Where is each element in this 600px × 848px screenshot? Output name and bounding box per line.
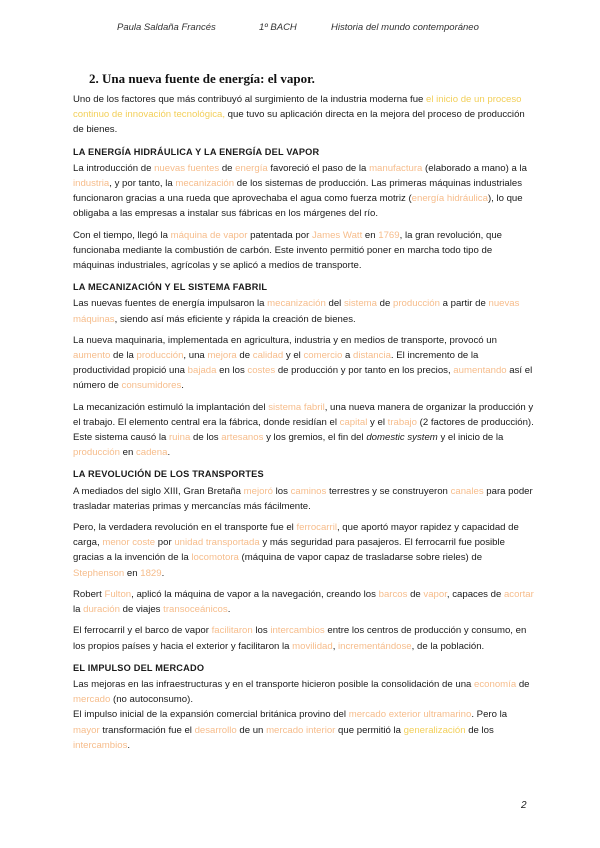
highlighted-term: artesanos [221, 432, 264, 444]
header-subject: Historia del mundo contemporáneo [331, 22, 479, 33]
text-run: LA REVOLUCIÓN DE LOS TRANSPORTES [73, 469, 264, 480]
section-heading [73, 661, 535, 676]
highlighted-term: comercio [303, 350, 343, 362]
page-header [0, 22, 600, 36]
highlighted-term: sistema fabril [268, 401, 325, 413]
text-run: de un [236, 724, 267, 736]
highlighted-term: intercambios [73, 739, 128, 751]
highlighted-term: 1769 [378, 229, 400, 241]
text-run: entre los centros de producción y consumo, en los propios países y hacia el exterior y facilitaron la [73, 625, 527, 652]
text-run: que permitió la [335, 724, 404, 736]
italic-term: domestic system [366, 432, 438, 444]
paragraph [73, 484, 535, 514]
highlighted-term: producción [393, 298, 440, 310]
text-run: de la [110, 350, 137, 362]
highlighted-term: 1829 [140, 567, 162, 579]
highlighted-term: ruina [168, 432, 191, 444]
highlighted-term: movilidad [292, 640, 333, 652]
text-run: Las nuevas fuentes de energía impulsaron la [73, 298, 268, 310]
highlighted-term: locomotora [191, 552, 239, 564]
highlighted-term: menor coste [102, 537, 156, 549]
text-run: La introducción de [73, 162, 155, 174]
text-run: y los gremios, el fin del [263, 432, 367, 444]
paragraph [73, 296, 535, 326]
text-run: y más seguridad para pasajeros. El ferrocarril fue posible gracias a la invención de la [73, 537, 505, 564]
text-run: para poder trasladar materias primas y mercancías más fácilmente. [73, 485, 533, 512]
highlighted-term: consumidores [121, 380, 182, 392]
highlighted-term: Fulton [104, 588, 132, 600]
paragraph [73, 333, 535, 394]
highlighted-term: ferrocarril [296, 522, 337, 534]
text-run: favoreció el paso de la [267, 162, 370, 174]
text-run: que tuvo su aplicación directa en la mejora del proceso de producción de bienes. [73, 109, 525, 136]
text-run: (máquina de vapor capaz de trasladarse sobre rieles) de [238, 552, 483, 564]
text-run: en [119, 447, 136, 459]
highlighted-term: mercado exterior ultramarino [348, 709, 472, 721]
text-run: de [516, 678, 530, 690]
text-run: , de la población. [411, 640, 485, 652]
text-run: , aplicó la máquina de vapor a la navegación, creando los [131, 588, 379, 600]
section-heading [73, 467, 535, 482]
text-run: , capaces de [446, 588, 504, 600]
section-heading [73, 280, 535, 295]
highlighted-term: intercambios [270, 625, 325, 637]
text-run: y el [283, 350, 304, 362]
highlighted-term: mecanización [175, 178, 235, 190]
highlighted-term: producción [136, 350, 184, 362]
text-run: de producción y por tanto en los precios, [275, 365, 454, 377]
text-run: de [219, 162, 236, 174]
text-run: , y por tanto, la [109, 178, 176, 190]
highlighted-term: vapor [423, 588, 447, 600]
paragraph [73, 623, 535, 653]
text-run: Las mejoras en las infraestructuras y en el transporte hicieron posible la consolidación de una [73, 678, 475, 690]
highlighted-term: el inicio de un proceso continuo de innovación tecnológica, [73, 94, 522, 121]
text-run: así el número de [73, 365, 533, 392]
text-run: en [362, 229, 379, 241]
text-run: A mediados del siglo XIII, Gran Bretaña [73, 485, 244, 497]
text-run: (no autoconsumo). [110, 694, 193, 706]
text-run: (2 factores de producción). Este sistema causó la [73, 416, 534, 444]
highlighted-term: desarrollo [194, 724, 237, 736]
highlighted-term: generalización [403, 724, 466, 736]
highlighted-term: manufactura [369, 162, 423, 174]
highlighted-term: nuevas fuentes [154, 162, 220, 174]
highlighted-term: industria [73, 178, 110, 190]
highlighted-term: mejora [207, 350, 237, 362]
section-title: 2. Una nueva fuente de energía: el vapor. [89, 71, 315, 86]
paragraph [73, 587, 535, 617]
highlighted-term: cadena [135, 447, 168, 459]
text-run: de [407, 588, 424, 600]
text-run: , que aportó mayor rapidez y capacidad de carga, [73, 522, 519, 549]
text-run: de los [190, 432, 222, 444]
text-run: Uno de los factores que más contribuyó al surgimiento de la industria moderna fue [73, 94, 427, 105]
text-run: . El incremento de la productividad propició una [73, 350, 479, 377]
highlighted-term: energía [235, 162, 268, 174]
text-run: y el inicio de la [437, 432, 504, 444]
text-run: a partir de [439, 298, 489, 310]
text-run: . [167, 447, 171, 459]
highlighted-term: mecanización [267, 298, 326, 310]
highlighted-term: Stephenson [73, 567, 125, 579]
text-run: transformación fue el [99, 724, 195, 736]
highlighted-term: producción [73, 447, 120, 459]
text-run: La mecanización estimuló la implantación del [73, 401, 269, 413]
highlighted-term: bajada [187, 365, 217, 377]
text-run: , una [183, 350, 208, 362]
text-run: de [377, 298, 394, 310]
highlighted-term: incrementándose [338, 640, 412, 652]
text-run: Robert [73, 588, 105, 600]
highlighted-term: costes [247, 365, 276, 377]
text-run: . [161, 567, 165, 579]
header-author: Paula Saldaña Francés [117, 22, 216, 33]
highlighted-term: unidad transportada [174, 537, 260, 549]
text-run: El ferrocarril y el barco de vapor [73, 625, 212, 637]
highlighted-term: sistema [343, 298, 378, 310]
highlighted-term: duración [83, 604, 120, 616]
text-run: , siendo así más eficiente y rápida la creación de bienes. [114, 313, 356, 325]
text-run: patentada por [247, 229, 312, 241]
highlighted-term: capital [339, 416, 368, 428]
highlighted-term: calidad [252, 350, 284, 362]
highlighted-term: economía [474, 678, 517, 690]
text-run: a [342, 350, 354, 362]
highlighted-term: nuevas máquinas [73, 298, 520, 325]
text-run: . [127, 739, 131, 751]
text-run: , una nueva manera de organizar la producción y el trabajo. El elemento central era la fábrica, donde residían el [73, 401, 534, 428]
text-run: en los [216, 365, 248, 377]
text-run: la [73, 604, 84, 616]
text-run: del [325, 298, 344, 310]
text-run: en [124, 567, 141, 579]
text-run: LA ENERGÍA HIDRÁULICA Y LA ENERGÍA DEL VAPOR [73, 146, 320, 157]
highlighted-term: barcos [378, 588, 408, 600]
paragraph [73, 400, 535, 461]
highlighted-term: distancia [353, 350, 391, 362]
text-run: y el [367, 416, 388, 428]
text-run: . Pero la [471, 709, 508, 721]
text-run: . [227, 604, 231, 616]
highlighted-term: mercado interior [266, 724, 336, 736]
text-run: LA MECANIZACIÓN Y EL SISTEMA FABRIL [73, 282, 268, 293]
text-run: Con el tiempo, llegó la [73, 229, 171, 241]
text-run: por [155, 537, 175, 549]
text-run: , la gran revolución, que funcionaba mediante la combustión de carbón. Este invento permitió poner en marcha todo tipo de máquinas industriales, agrícolas y se aplicó a medios de transporte. [73, 229, 503, 272]
text-run: terrestres y se construyeron [326, 485, 451, 497]
text-run: El impulso inicial de la expansión comercial británica provino del [73, 709, 349, 721]
text-run: ), lo que obligaba a las empresas a instalar sus fábricas en los márgenes del río. [73, 193, 523, 220]
highlighted-term: mercado [73, 694, 111, 706]
text-run: de los [465, 724, 494, 736]
highlighted-term: acortar [503, 588, 534, 600]
highlighted-term: aumentando [453, 365, 507, 377]
highlighted-term: James Watt [311, 229, 363, 241]
text-run: . [181, 380, 184, 392]
text-run: los [272, 485, 291, 497]
paragraph [73, 161, 535, 222]
text-run: los [252, 625, 271, 637]
header-course: 1º BACH [259, 22, 297, 33]
text-run: (elaborado a mano) a la [422, 162, 527, 174]
paragraph [73, 520, 535, 581]
highlighted-term: máquina de vapor [170, 229, 248, 241]
paragraph [73, 228, 535, 274]
section-heading [73, 145, 535, 160]
document-body [73, 92, 535, 759]
text-run: de [236, 350, 253, 362]
text-run: Pero, la verdadera revolución en el transporte fue el [73, 522, 297, 534]
text-run: EL IMPULSO DEL MERCADO [73, 662, 205, 673]
highlighted-term: mejoró [243, 485, 273, 497]
highlighted-term: facilitaron [211, 625, 253, 637]
paragraph [73, 677, 535, 707]
page-number: 2 [521, 800, 527, 811]
paragraph [73, 707, 535, 753]
paragraph [73, 92, 535, 138]
highlighted-term: transoceánicos [163, 604, 228, 616]
text-run: de los sistemas de producción. Las primeras máquinas industriales funcionaron gracias a una rueda que aprovechaba el agua como fuerza motriz ( [73, 178, 523, 205]
highlighted-term: canales [450, 485, 484, 497]
text-run: de viajes [119, 604, 164, 616]
highlighted-term: trabajo [387, 416, 417, 428]
text-run: , [332, 640, 339, 652]
highlighted-term: caminos [290, 485, 327, 497]
highlighted-term: mayor [73, 724, 100, 736]
highlighted-term: energía hidráulica [411, 193, 488, 205]
text-run: La nueva maquinaria, implementada en agricultura, industria y en medios de transporte, provocó un [73, 334, 497, 346]
highlighted-term: aumento [73, 350, 111, 362]
